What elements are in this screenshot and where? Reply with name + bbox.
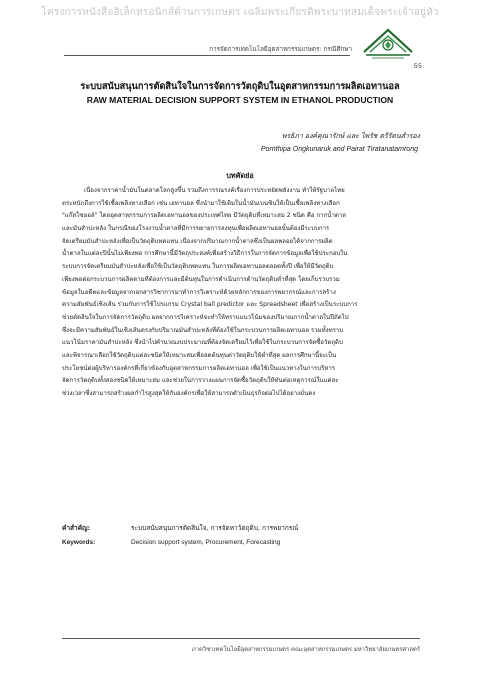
- department-logo-icon: [358, 24, 418, 64]
- header-rule: [64, 55, 350, 56]
- abstract-heading: บทคัดย่อ: [226, 171, 254, 180]
- paper-title-thai: ระบบสนับสนุนการตัดสินใจในการจัดการวัตถุดิบในอุตสาหกรรมการผลิตเอทานอล: [80, 81, 400, 92]
- keywords-english-value: Decision support system, Procurement, Forecasting: [131, 539, 281, 546]
- watermark-text: โครงการหนังสืออิเล็กทรอนิกส์ด้านการเกษตร เฉลิมพระเกียรติพระบาทสมเด็จพระเจ้าอยู่หัว: [41, 7, 439, 18]
- footer-rule: [62, 638, 420, 639]
- abstract-line: จัดเตรียมมันสำปะหลังเพื่อเป็นวัตถุดิบทดแทน เนื่องจากปริมาณกากน้ำตาลซึ่งเป็นผลพลอยได้จากการผลิต: [62, 237, 333, 245]
- keywords-english-label: Keywords:: [62, 539, 96, 546]
- abstract-line: ตระหนักถึงการใช้เชื้อเพลิงทางเลือก เช่น เอทานอล ซึ่งนำมาใช้เติมในน้ำมันเบนซินให้เป็นเชื้อเพลิงทางเลือก: [62, 199, 340, 207]
- abstract-line: ซึ่งจะมีความสัมพันธ์ในเชิงเส้นตรงกับปริมาณมันสำปะหลังที่ต้องใช้ในกระบวนการผลิตเอทานอล รวมทั้งทราบ: [62, 326, 344, 334]
- abstract-line: น้ำตาลในแต่ละปีนั้นไม่เพียงพอ การศึกษานี้มีวัตถุประสงค์เพื่อสร้างวิธีการในการจัดการข้อมูลเพื่อใช้ประกอบใน: [62, 250, 348, 258]
- authors-english: Pornthipa Ongkunaruk and Pairat Tiratanatamrong: [260, 146, 418, 153]
- abstract-line: และมันสำปะหลัง ในกรณีของโรงงานน้ำตาลที่มีการขยายการลงทุนเพื่อผลิตเอทานอลนั้นต้องมีระบบการ: [62, 225, 330, 233]
- abstract-line: และพิจารณาเลือกใช้วัตถุดิบแต่ละชนิดให้เหมาะสมเพื่อลดต้นทุนค่าวัตถุดิบให้ต่ำที่สุด ผลการศึกษานี้จะเป็น: [62, 351, 337, 359]
- abstract-line: จัดการวัตถุดิบทั้งสองชนิดให้เหมาะสม และช่วยในการวางแผนการจัดซื้อวัตถุดิบให้ทันต่อเหตุการณ์ในแต่ละ: [62, 377, 339, 385]
- abstract-line: ช่วงเวลาซึ่งสามารถสร้างผลกำไรสูงสุดให้กับองค์กรเพื่อให้สามารถดำเนินธุรกิจต่อไปได้อย่างมั่นคง: [62, 390, 316, 397]
- keywords-thai-label: คำสำคัญ:: [62, 524, 91, 532]
- abstract-body: [62, 185, 422, 401]
- abstract-line: "แก๊สโซฮอล์" โดยอุตสาหกรรมการผลิตเอทานอลของประเทศไทย มีวัตถุดิบที่เหมาะสม 2 ชนิด คือ กากน้ำตาล: [62, 212, 346, 220]
- keywords-thai-value: ระบบสนับสนุนการตัดสินใจ, การจัดหาวัตถุดิบ, การพยากรณ์: [131, 524, 299, 532]
- abstract-line: ระบบการจัดเตรียมมันสำปะหลังเพื่อใช้เป็นวัตถุดิบทดแทน ในการผลิตเอทานอลตลอดทั้งปี เพื่อให้มีวัตถุดิบ: [62, 263, 334, 271]
- keywords-thai-row: [62, 521, 422, 535]
- authors-thai: พรธิภา องค์คุณารักษ์ และ ไพรัช ตรีรัตนสำรอง: [281, 132, 420, 140]
- footer-text: ภาควิชาเทคโนโลยีอุตสาหกรรมเกษตร คณะอุตสาหกรรมเกษตร มหาวิทยาลัยเกษตรศาสตร์: [191, 647, 420, 653]
- abstract-line: แนวโน้มราคามันสำปะหลัง ซึ่งนำไปคำนวณงบประมาณที่ต้องจัดเตรียมไว้เพื่อใช้ในกระบวนการจัดซื้อวัตถุดิบ: [62, 339, 343, 347]
- paper-title-english: RAW MATERIAL DECISION SUPPORT SYSTEM IN ETHANOL PRODUCTION: [86, 95, 394, 105]
- abstract-line: ข้อมูลในอดีตและข้อมูลจากเอกสารวิชาการมาทำการวิเคราะห์ด้วยหลักการของการพยากรณ์และการสร้าง: [62, 288, 336, 296]
- abstract-line: เพียงพอต่อกระบวนการผลิตตามที่ต้องการและมีต้นทุนในการดำเนินการด้านวัตถุดิบต่ำที่สุด โดยเก็บรวบรวม: [62, 275, 340, 283]
- abstract-line: ความสัมพันธ์เชิงเส้น ร่วมกับการใช้โปรแกรม Crystal ball predictor และ Spreadsheet เพื่อสร้างเป็นระบบการ: [62, 301, 358, 309]
- keywords-english-row: [62, 535, 422, 549]
- page-number: 55: [413, 62, 422, 70]
- abstract-line: ประโยชน์ต่อผู้บริหารองค์กรที่เกี่ยวข้องกับอุตสาหกรรมการผลิตเอทานอล เพื่อใช้เป็นแนวทางในการบริหาร: [62, 364, 336, 372]
- keywords-section: [62, 521, 422, 549]
- running-head: การจัดการเทคโนโลยีอุตสาหกรรมเกษตร: กรณีศึกษา: [209, 46, 352, 53]
- abstract-line: ช่วยตัดสินใจในการจัดการวัตถุดิบ ผลจากการวิเคราะห์จะทำให้ทราบแนวโน้มของปริมาณกากน้ำตาลในปีถัดไป: [62, 313, 349, 321]
- abstract-line: เนื่องจากราคาน้ำมันในตลาดโลกสูงขึ้น รวมถึงการรณรงค์เรื่องการประหยัดพลังงาน ทำให้รัฐบาลไทย: [84, 187, 345, 194]
